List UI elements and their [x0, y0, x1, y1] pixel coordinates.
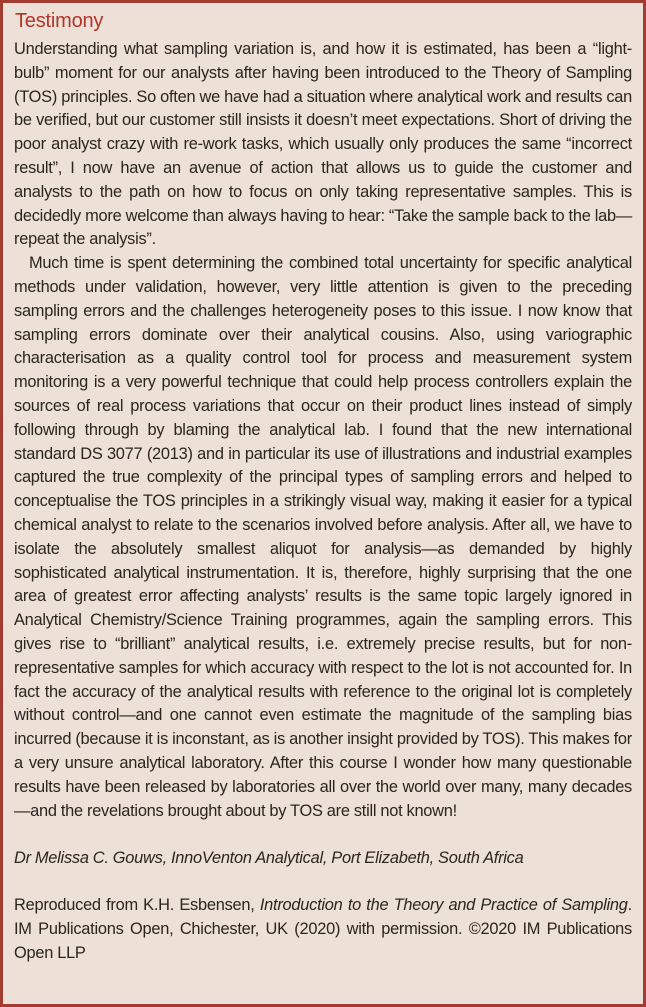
testimony-body — [14, 38, 632, 965]
testimony-paragraph-1: Understanding what sampling variation is, and how it is estimated, has been a “light-bulb” moment for our analysts after having been introduced to the Theory of Sampling (TOS) principles. So often we have had a situation where analytical work and results can be verified, but our customer still insists it doesn’t meet expectations. Short of driving the poor analyst crazy with re-work tasks, which usually only produces the same “incorrect result”, I now have an avenue of action that allows us to guide the customer and analysts to the path on how to focus on only taking representative samples. This is decidedly more welcome than always having to hear: “Take the sample back to the lab—repeat the analysis”. — [14, 40, 632, 249]
credit-line — [14, 894, 632, 965]
testimony-paragraph-2: Much time is spent determining the combined total uncertainty for specific analytical methods under validation, however, very little attention is given to the preceding sampling errors and the challenges heterogeneity poses to this issue. I now know that sampling errors dominate over their analytical cousins. Also, using variographic characterisation as a quality control tool for process and measurement system monitoring is a very powerful technique that could help process controllers explain the sources of real process variations that occur on their product lines instead of simply following through by blaming the analytical lab. I found that the new international standard DS 3077 (2013) and in particular its use of illustrations and industrial examples captured the true complexity of the principal types of sampling errors and helped to conceptualise the TOS principles in a strikingly visual way, making it easier for a typical chemical analyst to relate to the scenarios involved before analysis. After all, we have to isolate the absolutely smallest aliquot for analysis—as demanded by highly sophisticated analytical instrumentation. It is, therefore, highly surprising that the one area of greatest error affecting analysts’ results is the same topic largely ignored in Analytical Chemistry/Science Training programmes, again the sampling errors. This gives rise to “brilliant” analytical results, i.e. extremely precise results, but for non-representative samples for which accuracy with respect to the lot is not accounted for. In fact the accuracy of the analytical results with reference to the original lot is completely without control—and one cannot even estimate the magnitude of the sampling bias incurred (because it is inconstant, as is another insight provided by TOS). This makes for a very unsure analytical laboratory. After this course I wonder how many questionable results have been released by laboratories all over the world over many, many decades—and the revelations brought about by TOS are still not known! — [14, 254, 632, 820]
attribution-line: Dr Melissa C. Gouws, InnoVenton Analytical, Port Elizabeth, South Africa — [14, 849, 524, 868]
credit-suffix: . IM Publications Open, Chichester, UK (2020) with permission. ©2020 IM Publications Open LLP — [14, 896, 632, 962]
panel-title: Testimony — [15, 10, 104, 32]
credit-book-title: Introduction to the Theory and Practice of Sampling — [259, 896, 628, 915]
credit-prefix: Reproduced from K.H. Esbensen, — [14, 896, 260, 915]
